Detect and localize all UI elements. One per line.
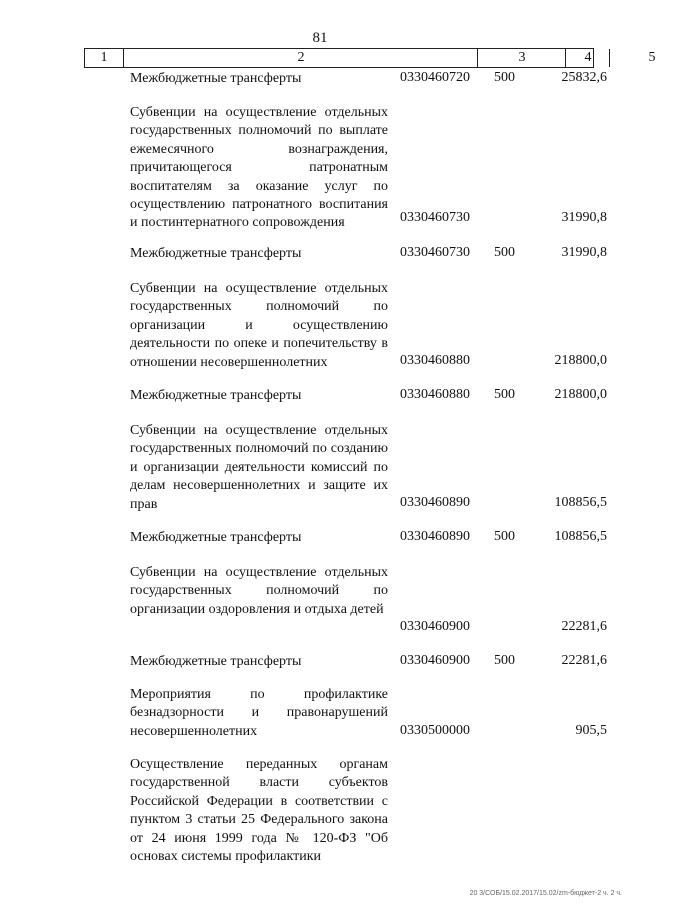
row-code: 0330460890 [400, 495, 470, 510]
row-amount: 22281,6 [561, 619, 607, 634]
table-header [84, 48, 656, 68]
row-expense-type: 500 [494, 529, 515, 544]
row-code: 0330460730 [400, 245, 470, 260]
row-expense-type: 500 [494, 653, 515, 668]
row-description: Субвенции на осуществление отдельных государственных полномочий по организации и осуществлению деятельности по опеке и попечительству в отношении несовершеннолетних [130, 281, 388, 370]
row-description: Субвенции на осуществление отдельных государственных полномочий по созданию и организации деятельности комиссий по делам несовершеннолетних и защите их прав [130, 423, 388, 512]
row-amount: 218800,0 [554, 387, 607, 402]
row-description: Межбюджетные трансферты [130, 654, 302, 669]
row-description: Субвенции на осуществление отдельных государственных полномочий по организации оздоровления и отдыха детей [130, 565, 388, 617]
row-expense-type: 500 [494, 70, 515, 85]
row-amount: 31990,8 [561, 210, 607, 225]
row-code: 0330460900 [400, 653, 470, 668]
row-amount: 108856,5 [554, 495, 607, 510]
row-description: Межбюджетные трансферты [130, 530, 302, 545]
row-code: 0330460730 [400, 210, 470, 225]
row-expense-type: 500 [494, 387, 515, 402]
row-code: 0330460880 [400, 353, 470, 368]
row-code: 0330460900 [400, 619, 470, 634]
header-col-2: 2 [123, 49, 478, 67]
row-amount: 31990,8 [561, 245, 607, 260]
page-number: 81 [312, 30, 328, 46]
row-description: Межбюджетные трансферты [130, 388, 302, 403]
header-col-1: 1 [100, 50, 108, 65]
row-code: 0330500000 [400, 723, 470, 738]
row-description: Межбюджетные трансферты [130, 246, 302, 261]
document-footer: 20 3/СОБ/15.02.2017/15.02/zm-бюджет-2 ч. 2 ч. [469, 890, 622, 897]
header-col-4: 4 [565, 49, 610, 67]
row-amount: 108856,5 [554, 529, 607, 544]
row-code: 0330460890 [400, 529, 470, 544]
header-col-5: 5 [609, 49, 694, 67]
row-description: Межбюджетные трансферты [130, 71, 302, 86]
row-amount: 905,5 [575, 723, 607, 738]
row-code: 0330460720 [400, 70, 470, 85]
row-amount: 25832,6 [561, 70, 607, 85]
row-amount: 22281,6 [561, 653, 607, 668]
header-col-3: 3 [477, 49, 566, 67]
row-expense-type: 500 [494, 245, 515, 260]
row-description: Мероприятия по профилактике безнадзорности и правонарушений несовершеннолетних [130, 687, 388, 739]
row-description: Субвенции на осуществление отдельных государственных полномочий по выплате ежемесячного вознаграждения, причитающегося патронатным воспитателям за оказание услуг по осуществлению патронатного воспитания и постинтернатного сопровождения [130, 105, 388, 231]
row-code: 0330460880 [400, 387, 470, 402]
row-description: Осуществление переданных органам государственной власти субъектов Российской Федерации в соответствии с пунктом 3 статьи 25 Федерального закона от 24 июня 1999 года № 120-ФЗ "Об основах системы профилактики [130, 757, 388, 865]
row-amount: 218800,0 [554, 353, 607, 368]
